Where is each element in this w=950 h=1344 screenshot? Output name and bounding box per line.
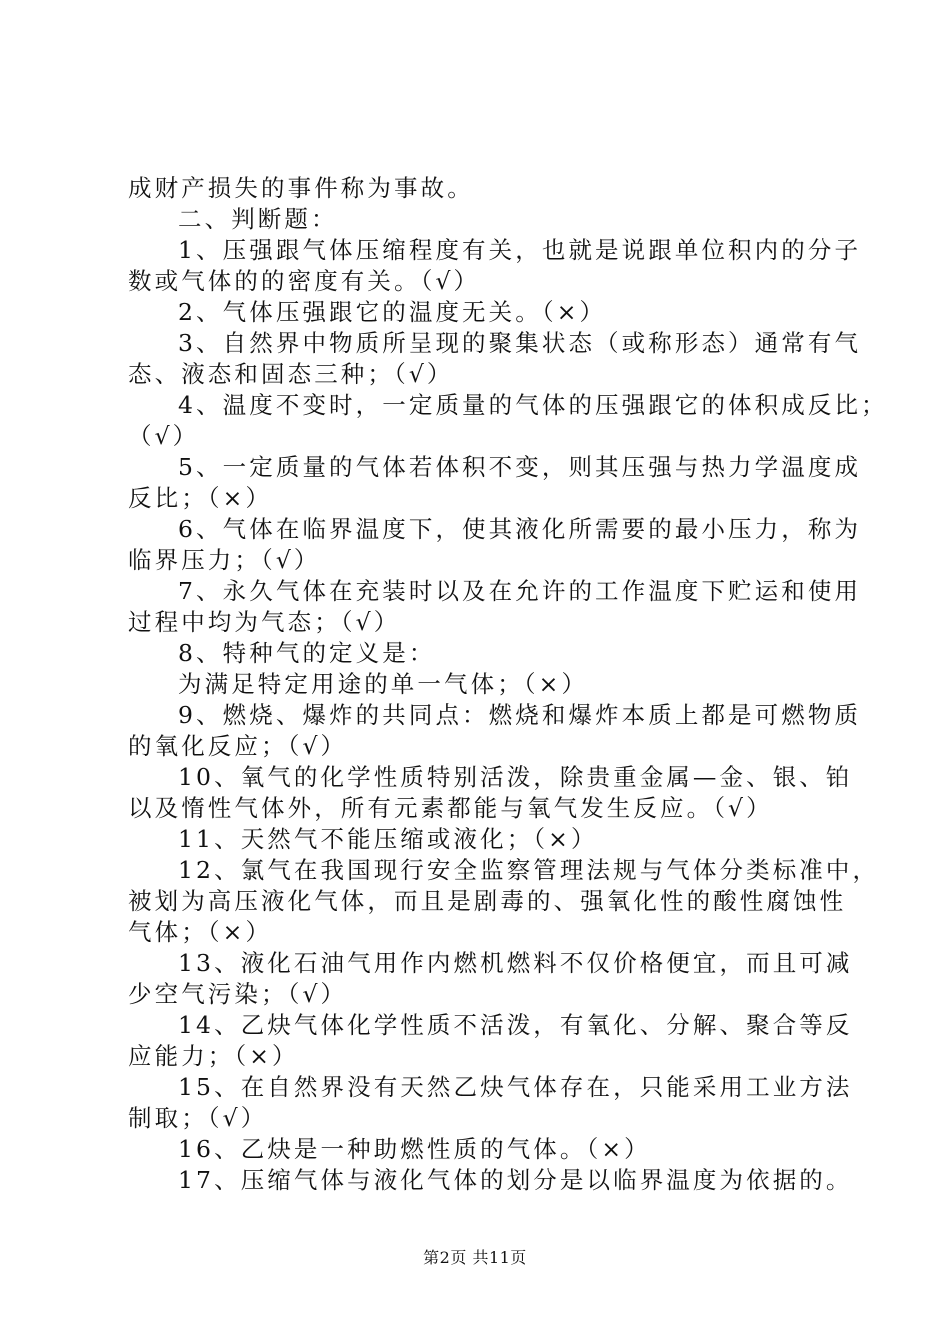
- text-line: 11、天然气不能压缩或液化；（×）: [178, 825, 598, 853]
- text-line: 的氧化反应；（√）: [128, 732, 348, 760]
- text-line: 少空气污染；（√）: [128, 980, 348, 1008]
- text-line: 数或气体的的密度有关。（√）: [128, 267, 481, 295]
- text-line: 以及惰性气体外，所有元素都能与氧气发生反应。（√）: [128, 794, 773, 822]
- text-line: 反比；（×）: [128, 484, 273, 512]
- text-line: 被划为高压液化气体，而且是剧毒的、强氧化性的酸性腐蚀性: [128, 887, 847, 915]
- text-line: 4、温度不变时，一定质量的气体的压强跟它的体积成反比；: [178, 391, 888, 419]
- text-line: 3、自然界中物质所呈现的聚集状态（或称形态）通常有气: [178, 329, 862, 357]
- text-line: 过程中均为气态；（√）: [128, 608, 401, 636]
- text-line: 成财产损失的事件称为事故。: [128, 174, 474, 202]
- text-line: 为满足特定用途的单一气体；（×）: [178, 670, 589, 698]
- text-line: 17、压缩气体与液化气体的划分是以临界温度为依据的。: [178, 1166, 853, 1194]
- text-line: 应能力；（×）: [128, 1042, 299, 1070]
- text-line: 二、判断题：: [178, 205, 338, 233]
- text-line: 1、压强跟气体压缩程度有关，也就是说跟单位积内的分子: [178, 236, 862, 264]
- text-line: 7、永久气体在充装时以及在允许的工作温度下贮运和使用: [178, 577, 862, 605]
- text-line: 8、特种气的定义是：: [178, 639, 436, 667]
- text-line: 6、气体在临界温度下，使其液化所需要的最小压力，称为: [178, 515, 862, 543]
- text-line: 气体；（×）: [128, 918, 273, 946]
- text-line: 16、乙炔是一种助燃性质的气体。（×）: [178, 1135, 651, 1163]
- text-line: 制取；（√）: [128, 1104, 268, 1132]
- document-body: [128, 173, 888, 1196]
- text-line: 临界压力；（√）: [128, 546, 321, 574]
- text-line: 12、氯气在我国现行安全监察管理法规与气体分类标准中，: [178, 856, 880, 884]
- text-line: （√）: [128, 422, 200, 450]
- text-line: 9、燃烧、爆炸的共同点：燃烧和爆炸本质上都是可燃物质: [178, 701, 862, 729]
- text-line: 14、乙炔气体化学性质不活泼，有氧化、分解、聚合等反: [178, 1011, 853, 1039]
- text-line: 10、氧气的化学性质特别活泼，除贵重金属—金、银、铂: [178, 763, 853, 791]
- text-line: 15、在自然界没有天然乙炔气体存在，只能采用工业方法: [178, 1073, 853, 1101]
- text-line: 13、液化石油气用作内燃机燃料不仅价格便宜，而且可减: [178, 949, 853, 977]
- text-line: 5、一定质量的气体若体积不变，则其压强与热力学温度成: [178, 453, 862, 481]
- text-line: 态、液态和固态三种；（√）: [128, 360, 454, 388]
- page-footer: 第2页 共11页: [423, 1248, 527, 1267]
- text-line: 2、气体压强跟它的温度无关。（×）: [178, 298, 607, 326]
